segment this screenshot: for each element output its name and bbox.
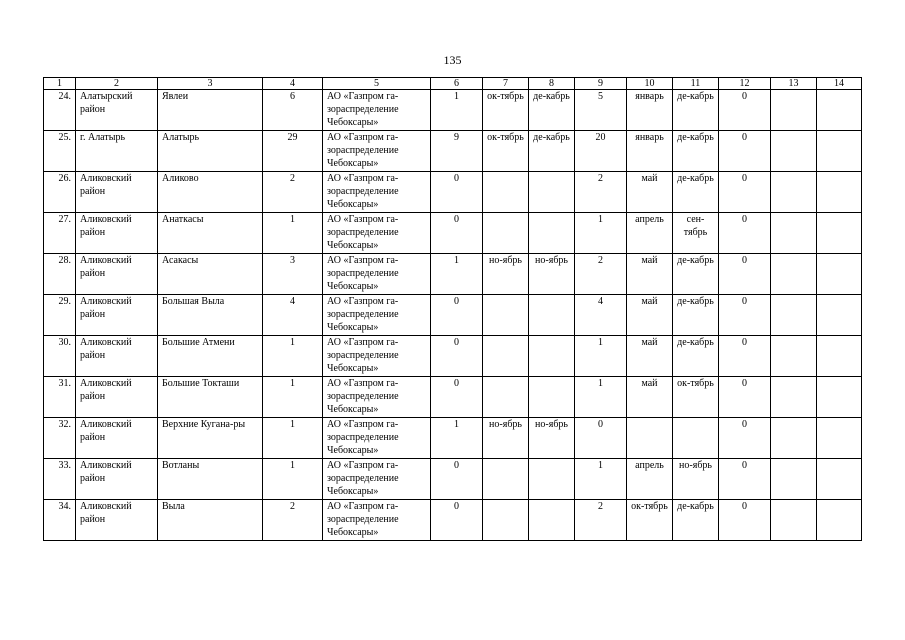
month-cell: апрель — [627, 213, 673, 254]
value-cell: 2 — [575, 172, 627, 213]
value-cell — [817, 254, 862, 295]
header-cell: 6 — [431, 78, 483, 90]
value-cell — [817, 377, 862, 418]
value-cell: 0 — [719, 377, 771, 418]
table-row — [44, 254, 862, 295]
value-cell: 0 — [575, 418, 627, 459]
header-cell: 9 — [575, 78, 627, 90]
settlement-cell: Вотланы — [158, 459, 263, 500]
month-cell: январь — [627, 131, 673, 172]
gasification-table — [43, 77, 862, 541]
value-cell — [771, 500, 817, 541]
value-cell: 20 — [575, 131, 627, 172]
organization-cell: АО «Газпром га-зораспределение Чебоксары» — [323, 295, 431, 336]
header-row — [44, 78, 862, 90]
district-cell: Аликовский район — [76, 213, 158, 254]
value-cell: 0 — [719, 336, 771, 377]
month-cell — [483, 459, 529, 500]
organization-cell: АО «Газпром га-зораспределение Чебоксары» — [323, 418, 431, 459]
month-cell: де-кабрь — [673, 295, 719, 336]
row-number: 31. — [44, 377, 76, 418]
month-cell — [483, 377, 529, 418]
month-cell: но-ябрь — [483, 418, 529, 459]
value-cell — [817, 500, 862, 541]
value-cell — [771, 213, 817, 254]
value-cell — [817, 90, 862, 131]
value-cell: 0 — [431, 172, 483, 213]
value-cell: 1 — [575, 377, 627, 418]
month-cell: но-ябрь — [673, 459, 719, 500]
table-row — [44, 131, 862, 172]
month-cell — [529, 336, 575, 377]
district-cell: Аликовский район — [76, 500, 158, 541]
month-cell — [529, 213, 575, 254]
page-number: 135 — [443, 53, 462, 67]
count-cell: 29 — [263, 131, 323, 172]
value-cell: 0 — [431, 336, 483, 377]
settlement-cell: Явлеи — [158, 90, 263, 131]
table-row — [44, 336, 862, 377]
value-cell — [771, 131, 817, 172]
value-cell: 0 — [719, 459, 771, 500]
district-cell: Аликовский район — [76, 418, 158, 459]
month-cell: ок-тябрь — [483, 90, 529, 131]
month-cell: но-ябрь — [529, 254, 575, 295]
district-cell: Аликовский район — [76, 459, 158, 500]
count-cell: 4 — [263, 295, 323, 336]
header-cell: 11 — [673, 78, 719, 90]
row-number: 25. — [44, 131, 76, 172]
organization-cell: АО «Газпром га-зораспределение Чебоксары» — [323, 459, 431, 500]
table-row — [44, 90, 862, 131]
value-cell: 1 — [575, 459, 627, 500]
table-row — [44, 459, 862, 500]
header-cell: 5 — [323, 78, 431, 90]
row-number: 33. — [44, 459, 76, 500]
settlement-cell: Аликово — [158, 172, 263, 213]
value-cell — [771, 172, 817, 213]
month-cell — [483, 213, 529, 254]
value-cell: 0 — [719, 500, 771, 541]
value-cell — [817, 336, 862, 377]
value-cell — [771, 90, 817, 131]
settlement-cell: Верхние Кугана-ры — [158, 418, 263, 459]
organization-cell: АО «Газпром га-зораспределение Чебоксары» — [323, 172, 431, 213]
value-cell: 1 — [575, 213, 627, 254]
value-cell — [771, 377, 817, 418]
header-cell: 3 — [158, 78, 263, 90]
count-cell: 1 — [263, 418, 323, 459]
count-cell: 2 — [263, 500, 323, 541]
table-row — [44, 418, 862, 459]
count-cell: 1 — [263, 377, 323, 418]
value-cell: 0 — [431, 213, 483, 254]
value-cell — [771, 295, 817, 336]
month-cell — [627, 418, 673, 459]
header-cell: 7 — [483, 78, 529, 90]
settlement-cell: Асакасы — [158, 254, 263, 295]
table-row — [44, 172, 862, 213]
value-cell — [817, 418, 862, 459]
month-cell: де-кабрь — [673, 500, 719, 541]
settlement-cell: Большие Токташи — [158, 377, 263, 418]
month-cell — [529, 295, 575, 336]
value-cell — [771, 418, 817, 459]
table-row — [44, 295, 862, 336]
district-cell: Аликовский район — [76, 295, 158, 336]
row-number: 30. — [44, 336, 76, 377]
header-cell: 10 — [627, 78, 673, 90]
district-cell: г. Алатырь — [76, 131, 158, 172]
month-cell: ок-тябрь — [483, 131, 529, 172]
table-row — [44, 213, 862, 254]
month-cell: ок-тябрь — [673, 377, 719, 418]
month-cell: сен-тябрь — [673, 213, 719, 254]
header-cell: 1 — [44, 78, 76, 90]
organization-cell: АО «Газпром га-зораспределение Чебоксары» — [323, 131, 431, 172]
header-cell: 14 — [817, 78, 862, 90]
table-row — [44, 377, 862, 418]
value-cell — [817, 131, 862, 172]
header-cell: 2 — [76, 78, 158, 90]
settlement-cell: Алатырь — [158, 131, 263, 172]
district-cell: Аликовский район — [76, 254, 158, 295]
organization-cell: АО «Газпром га-зораспределение Чебоксары» — [323, 336, 431, 377]
count-cell: 6 — [263, 90, 323, 131]
value-cell: 5 — [575, 90, 627, 131]
settlement-cell: Большая Выла — [158, 295, 263, 336]
value-cell: 0 — [719, 295, 771, 336]
count-cell: 1 — [263, 213, 323, 254]
row-number: 29. — [44, 295, 76, 336]
organization-cell: АО «Газпром га-зораспределение Чебоксары» — [323, 377, 431, 418]
value-cell: 0 — [719, 254, 771, 295]
month-cell: май — [627, 336, 673, 377]
month-cell: де-кабрь — [673, 90, 719, 131]
value-cell — [817, 459, 862, 500]
organization-cell: АО «Газпром га-зораспределение Чебоксары» — [323, 90, 431, 131]
value-cell: 0 — [431, 500, 483, 541]
month-cell: де-кабрь — [673, 254, 719, 295]
month-cell: де-кабрь — [673, 336, 719, 377]
header-cell: 8 — [529, 78, 575, 90]
month-cell — [529, 500, 575, 541]
value-cell — [771, 459, 817, 500]
month-cell: ок-тябрь — [627, 500, 673, 541]
value-cell: 4 — [575, 295, 627, 336]
month-cell: май — [627, 377, 673, 418]
month-cell — [673, 418, 719, 459]
value-cell — [771, 336, 817, 377]
header-cell: 13 — [771, 78, 817, 90]
district-cell: Алатырский район — [76, 90, 158, 131]
value-cell: 0 — [431, 377, 483, 418]
district-cell: Аликовский район — [76, 336, 158, 377]
table-row — [44, 500, 862, 541]
organization-cell: АО «Газпром га-зораспределение Чебоксары» — [323, 500, 431, 541]
month-cell — [483, 295, 529, 336]
value-cell — [817, 295, 862, 336]
count-cell: 1 — [263, 336, 323, 377]
value-cell: 1 — [431, 254, 483, 295]
settlement-cell: Большие Атмени — [158, 336, 263, 377]
district-cell: Аликовский район — [76, 377, 158, 418]
month-cell — [529, 377, 575, 418]
month-cell: де-кабрь — [673, 172, 719, 213]
header-cell: 12 — [719, 78, 771, 90]
value-cell: 1 — [575, 336, 627, 377]
month-cell — [529, 172, 575, 213]
row-number: 24. — [44, 90, 76, 131]
count-cell: 1 — [263, 459, 323, 500]
value-cell: 0 — [719, 172, 771, 213]
header-cell: 4 — [263, 78, 323, 90]
value-cell — [817, 213, 862, 254]
row-number: 27. — [44, 213, 76, 254]
value-cell: 2 — [575, 254, 627, 295]
row-number: 28. — [44, 254, 76, 295]
month-cell — [529, 459, 575, 500]
district-cell: Аликовский район — [76, 172, 158, 213]
row-number: 34. — [44, 500, 76, 541]
month-cell: май — [627, 295, 673, 336]
value-cell: 0 — [719, 213, 771, 254]
row-number: 26. — [44, 172, 76, 213]
value-cell: 9 — [431, 131, 483, 172]
count-cell: 2 — [263, 172, 323, 213]
month-cell: май — [627, 172, 673, 213]
value-cell: 0 — [719, 90, 771, 131]
organization-cell: АО «Газпром га-зораспределение Чебоксары» — [323, 213, 431, 254]
month-cell: но-ябрь — [483, 254, 529, 295]
row-number: 32. — [44, 418, 76, 459]
value-cell: 0 — [431, 295, 483, 336]
value-cell: 0 — [431, 459, 483, 500]
month-cell — [483, 500, 529, 541]
value-cell: 1 — [431, 90, 483, 131]
value-cell: 0 — [719, 131, 771, 172]
settlement-cell: Выла — [158, 500, 263, 541]
organization-cell: АО «Газпром га-зораспределение Чебоксары» — [323, 254, 431, 295]
month-cell: но-ябрь — [529, 418, 575, 459]
value-cell: 2 — [575, 500, 627, 541]
value-cell — [817, 172, 862, 213]
month-cell — [483, 336, 529, 377]
value-cell: 1 — [431, 418, 483, 459]
count-cell: 3 — [263, 254, 323, 295]
month-cell: де-кабрь — [529, 90, 575, 131]
value-cell: 0 — [719, 418, 771, 459]
month-cell — [483, 172, 529, 213]
month-cell: май — [627, 254, 673, 295]
month-cell: январь — [627, 90, 673, 131]
month-cell: де-кабрь — [673, 131, 719, 172]
settlement-cell: Анаткасы — [158, 213, 263, 254]
month-cell: апрель — [627, 459, 673, 500]
value-cell — [771, 254, 817, 295]
month-cell: де-кабрь — [529, 131, 575, 172]
